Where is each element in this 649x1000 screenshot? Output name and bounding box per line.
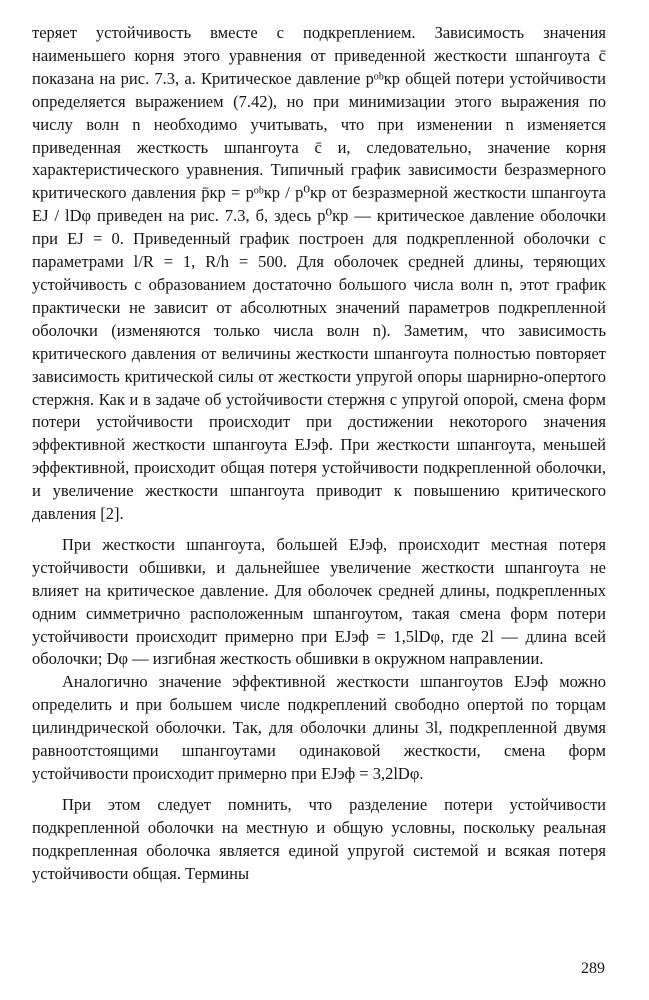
paragraph-4: При этом следует помнить, что разделение потери устойчивости подкрепленной оболочки на местную и общую условны, поскольку реальная подкрепленная оболочка является единой упругой системой и всякая потеря устойчивости общая. Термины: [32, 794, 606, 883]
page-body: [32, 22, 606, 982]
paragraph-2: При жесткости шпангоута, большей EJэф, происходит местная потеря устойчивости обшивки, и дальнейшее увеличение жесткости шпангоута не влияет на критическое давление. Для оболочек средней длины, подкрепленных одним симметрично расположенным шпангоутом, такая смена форм потери устойчивости происходит примерно при EJэф = 1,5lDφ, где 2l — длина всей оболочки; Dφ — изгибная жесткость обшивки в окружном направлении.: [32, 534, 606, 669]
paragraph-1: теряет устойчивость вместе с подкреплением. Зависимость значения наименьшего корня этого уравнения от приведенной жесткости шпангоута c̄ показана на рис. 7.3, а. Критическое давление pᵒᵇкр общей потери устойчивости определяется выражением (7.42), но при минимизации этого выражения по числу волн n необходимо учитывать, что при изменении n изменяется приведенная жесткость шпангоута c̄ и, следовательно, значение корня характеристического уравнения. Типичный график зависимости безразмерного критического давления p̄кр = pᵒᵇкр / p⁰кр от безразмерной жесткости шпангоута EJ / lDφ приведен на рис. 7.3, б, здесь p⁰кр — критическое давление оболочки при EJ = 0. Приведенный график построен для подкрепленной оболочки с параметрами l/R = 1, R/h = 500. Для оболочек средней длины, теряющих устойчивость с образованием достаточно большого числа волн n, этот график практически не зависит от абсолютных значений параметров подкрепленной оболочки (изменяются только числа волн n). Заметим, что зависимость критического давления от величины жесткости шпангоута полностью повторяет зависимость критической силы от жесткости упругой опоры шарнирно-опертого стержня. Как и в задаче об устойчивости стержня с упругой опорой, смена форм потери устойчивости происходит при достижении некоторого значения эффективной жесткости шпангоута EJэф. При жесткости шпангоута, меньшей эффективной, происходит общая потеря устойчивости подкрепленной оболочки, и увеличение жесткости шпангоута приводит к повышению критического давления [2].: [32, 23, 606, 524]
paragraph-3: Аналогично значение эффективной жесткости шпангоутов EJэф можно определить и при большем числе подкреплений свободно опертой по торцам цилиндрической оболочки. Так, для оболочки длины 3l, подкрепленной двумя равноотстоящими шпангоутами одинаковой жесткости, смена форм устойчивости происходит примерно при EJэф = 3,2lDφ.: [32, 672, 606, 783]
page-number: 289: [581, 960, 605, 977]
